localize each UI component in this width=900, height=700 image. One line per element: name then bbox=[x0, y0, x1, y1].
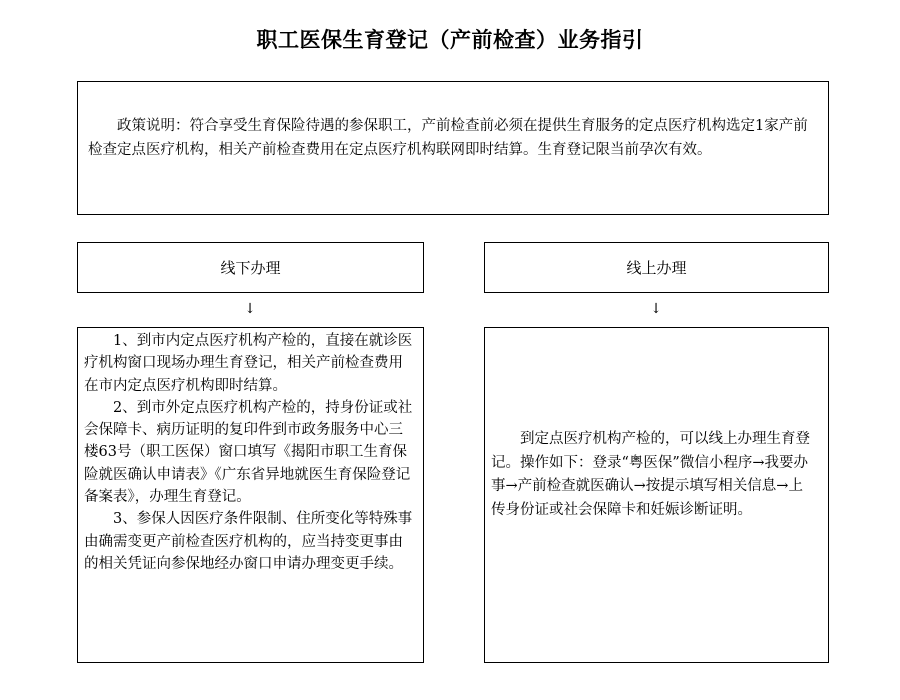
offline-step-3: 3、参保人因医疗条件限制、住所变化等特殊事由确需变更产前检查医疗机构的，应当持变更事由的相关凭证向参保地经办窗口申请办理变更手续。 bbox=[84, 511, 413, 572]
online-header-box bbox=[484, 242, 829, 293]
page-title: 职工医保生育登记（产前检查）业务指引 bbox=[256, 27, 644, 52]
offline-down-arrow-icon: ↓ bbox=[244, 301, 256, 317]
offline-header-label: 线下办理 bbox=[220, 259, 281, 277]
offline-step-1: 1、到市内定点医疗机构产检的，直接在就诊医疗机构窗口现场办理生育登记，相关产前检查费用在市内定点医疗机构即时结算。 bbox=[84, 333, 413, 394]
online-down-arrow-icon: ↓ bbox=[650, 301, 662, 317]
offline-header-box bbox=[77, 242, 424, 293]
online-step-1: 到定点医疗机构产检的，可以线上办理生育登记。操作如下：登录“粤医保”微信小程序→我要办事→产前检查就医确认→按提示填写相关信息→上传身份证或社会保障卡和妊娠诊断证明。 bbox=[491, 431, 810, 518]
offline-steps-box bbox=[77, 327, 424, 663]
policy-box bbox=[77, 81, 829, 215]
policy-text: 政策说明：符合享受生育保险待遇的参保职工，产前检查前必须在提供生育服务的定点医疗机构选定1家产前检查定点医疗机构，相关产前检查费用在定点医疗机构联网即时结算。生育登记限当前孕次有效。 bbox=[88, 118, 808, 158]
online-steps-box bbox=[484, 327, 829, 663]
online-header-label: 线上办理 bbox=[626, 259, 687, 277]
offline-step-2: 2、到市外定点医疗机构产检的，持身份证或社会保障卡、病历证明的复印件到市政务服务中心三楼63号（职工医保）窗口填写《揭阳市职工生育保险就医确认申请表》《广东省异地就医生育保险登记备案表》，办理生育登记。 bbox=[84, 399, 413, 506]
